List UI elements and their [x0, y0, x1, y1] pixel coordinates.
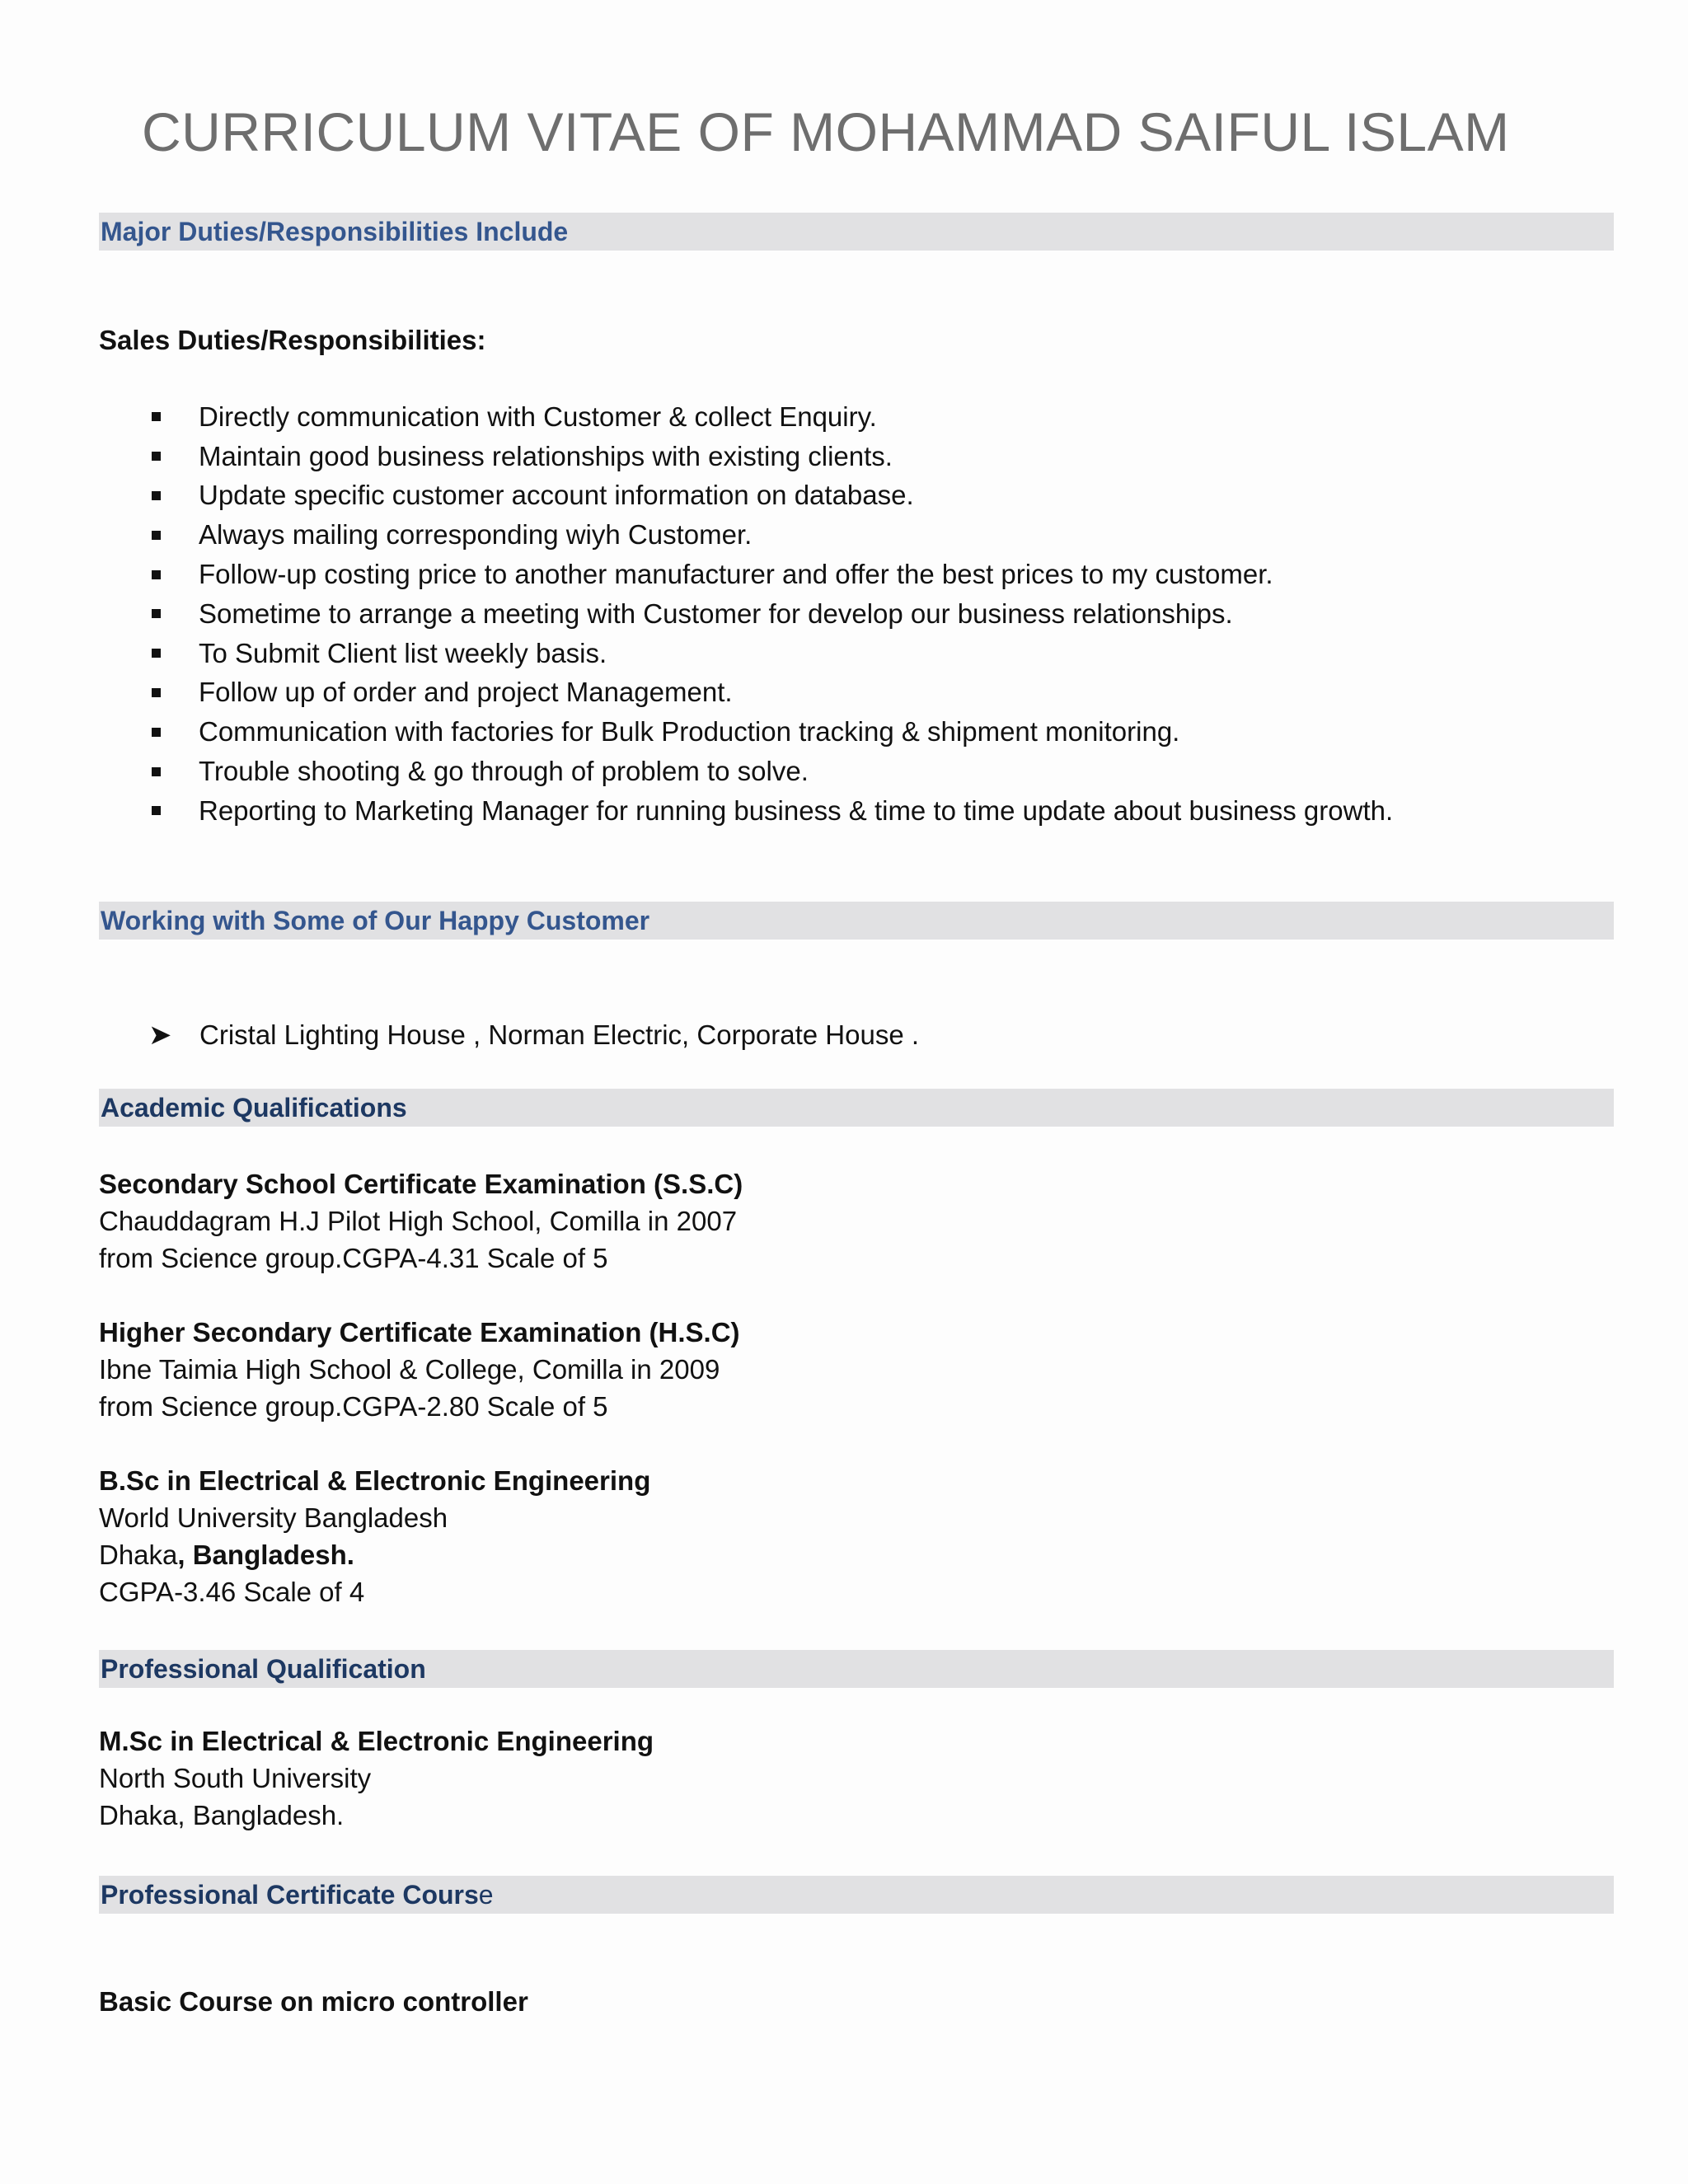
square-bullet-icon: [152, 688, 161, 697]
square-bullet-icon: [152, 570, 161, 579]
customer-list-item: ➤ Cristal Lighting House , Norman Electric, Corporate House .: [148, 1019, 920, 1051]
square-bullet-icon: [152, 649, 161, 658]
list-item: Follow up of order and project Management.: [99, 673, 1393, 713]
msc-title: M.Sc in Electrical & Electronic Engineering: [99, 1726, 654, 1756]
section-header-duties: [99, 213, 1614, 251]
arrow-bullet-icon: ➤: [148, 1019, 172, 1051]
msc-university: North South University: [99, 1763, 372, 1793]
hsc-school: Ibne Taimia High School & College, Comilla in 2009: [99, 1354, 720, 1385]
list-item: Always mailing corresponding wiyh Customer.: [99, 515, 1393, 555]
square-bullet-icon: [152, 452, 161, 461]
section-header-professional: [99, 1650, 1614, 1688]
bsc-cgpa: CGPA-3.46 Scale of 4: [99, 1577, 365, 1607]
sales-duties-subheading: Sales Duties/Responsibilities:: [99, 325, 486, 355]
square-bullet-icon: [152, 767, 161, 776]
list-item: Reporting to Marketing Manager for running business & time to time update about business growth.: [99, 791, 1393, 831]
ssc-title: Secondary School Certificate Examination (S.S.C): [99, 1169, 743, 1199]
list-item: Follow-up costing price to another manufacturer and offer the best prices to my customer.: [99, 555, 1393, 594]
section-heading-academic: Academic Qualifications: [101, 1092, 407, 1122]
square-bullet-icon: [152, 609, 161, 618]
section-heading-customers: Working with Some of Our Happy Customer: [101, 905, 650, 935]
section-heading-certificate: Professional Certificate Course: [101, 1879, 494, 1910]
square-bullet-icon: [152, 412, 161, 421]
list-item: Communication with factories for Bulk Production tracking & shipment monitoring.: [99, 712, 1393, 752]
list-item: Sometime to arrange a meeting with Customer for develop our business relationships.: [99, 594, 1393, 634]
bsc-title: B.Sc in Electrical & Electronic Engineering: [99, 1465, 651, 1496]
square-bullet-icon: [152, 728, 161, 737]
ssc-school: Chauddagram H.J Pilot High School, Comilla in 2007: [99, 1206, 738, 1236]
list-item: Maintain good business relationships with existing clients.: [99, 437, 1393, 476]
section-heading-professional: Professional Qualification: [101, 1653, 426, 1684]
bsc-university: World University Bangladesh: [99, 1502, 448, 1533]
msc-location: Dhaka, Bangladesh.: [99, 1800, 345, 1830]
section-header-academic: [99, 1089, 1614, 1127]
course-title: Basic Course on micro controller: [99, 1986, 528, 2017]
section-heading-duties: Major Duties/Responsibilities Include: [101, 216, 569, 246]
square-bullet-icon: [152, 806, 161, 815]
bsc-location: Dhaka, Bangladesh.: [99, 1540, 354, 1570]
hsc-title: Higher Secondary Certificate Examination (H.S.C): [99, 1317, 740, 1347]
list-item: Trouble shooting & go through of problem to solve.: [99, 752, 1393, 791]
section-header-customers: [99, 902, 1614, 940]
list-item: Update specific customer account information on database.: [99, 476, 1393, 516]
list-item: Directly communication with Customer & collect Enquiry.: [99, 397, 1393, 437]
square-bullet-icon: [152, 491, 161, 500]
list-item: To Submit Client list weekly basis.: [99, 634, 1393, 673]
page-title: CURRICULUM VITAE OF MOHAMMAD SAIFUL ISLAM: [142, 101, 1510, 162]
hsc-result: from Science group.CGPA-2.80 Scale of 5: [99, 1391, 608, 1422]
ssc-result: from Science group.CGPA-4.31 Scale of 5: [99, 1243, 608, 1273]
duties-list: [99, 397, 1393, 831]
section-header-certificate: [99, 1876, 1614, 1914]
square-bullet-icon: [152, 531, 161, 540]
